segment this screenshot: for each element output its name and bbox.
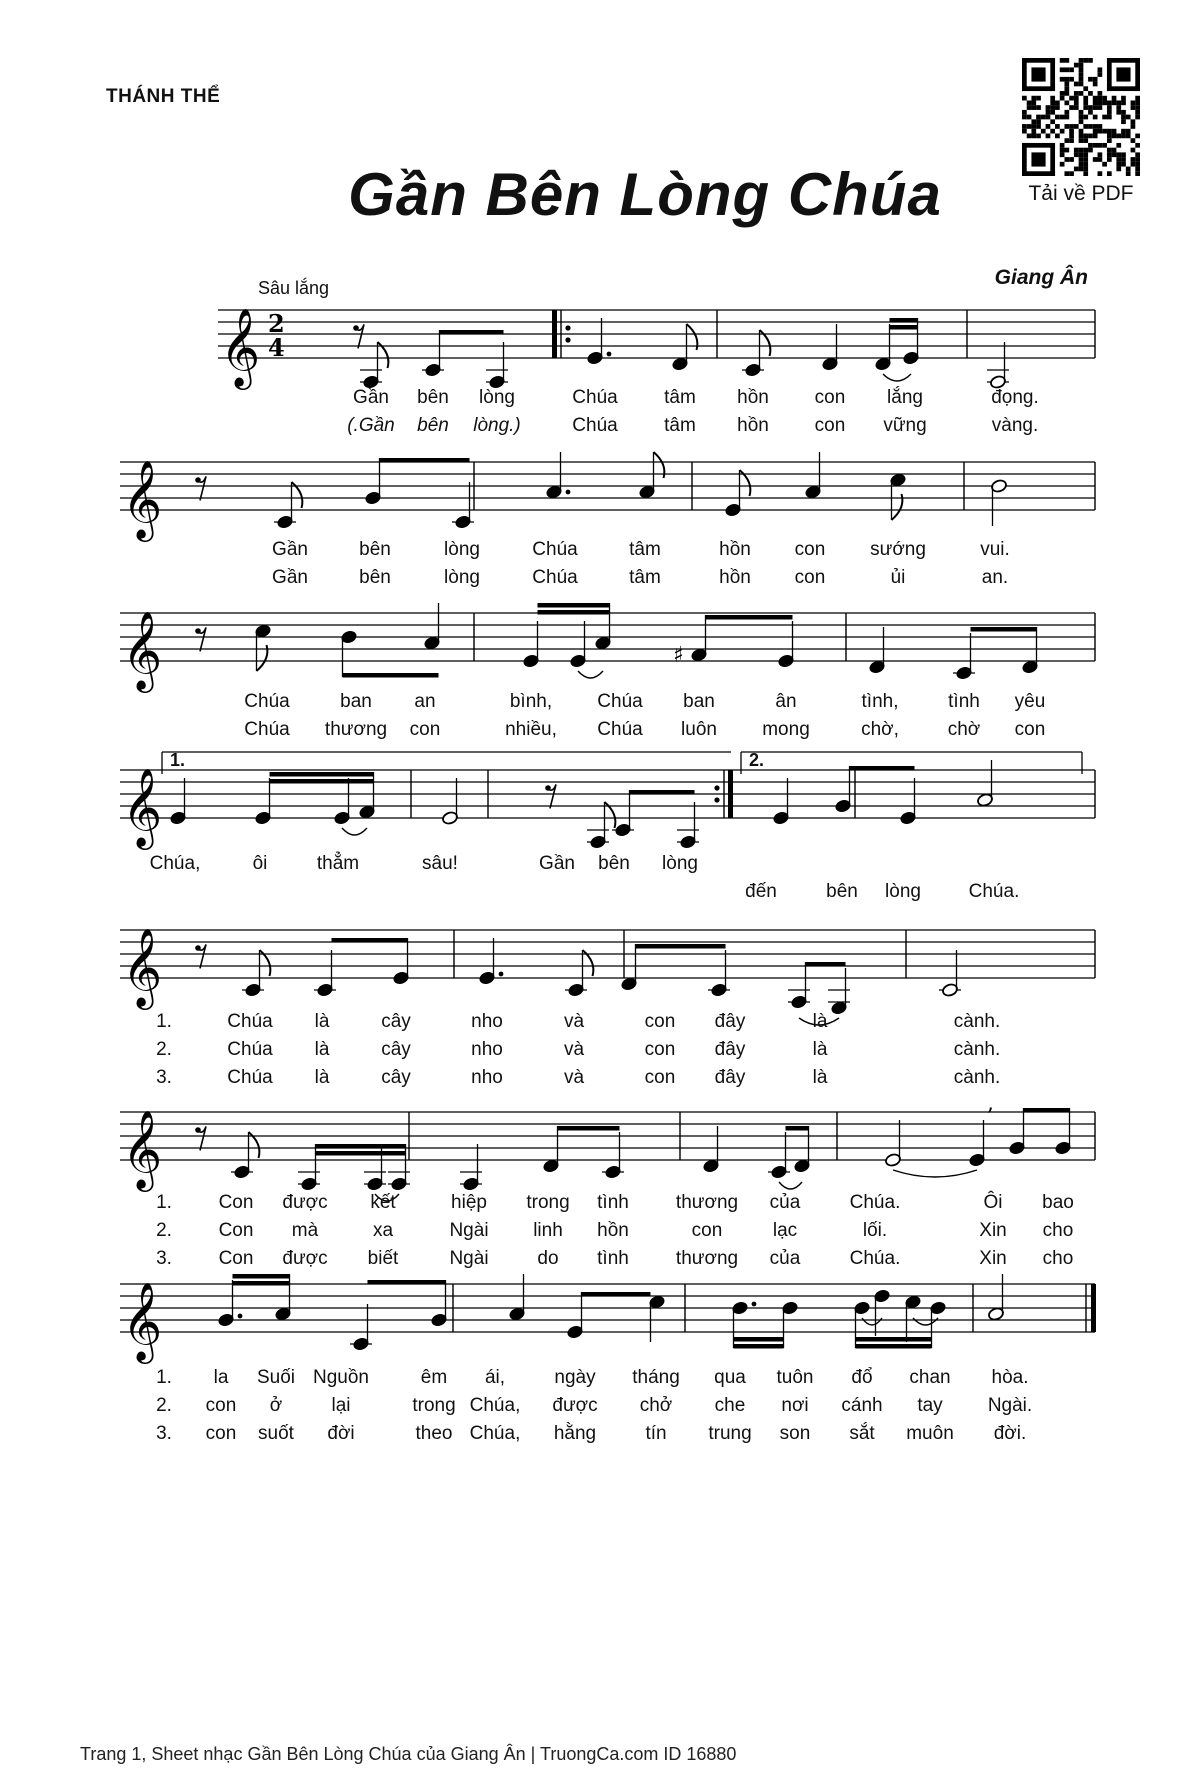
lyric-syllable: được [282, 1192, 328, 1213]
lyric-syllable: tín [645, 1423, 667, 1444]
lyric-syllable: là [812, 1039, 828, 1060]
lyric-syllable: ái, [484, 1367, 506, 1388]
lyric-syllable: Chúa [244, 691, 290, 712]
lyric-syllable: Chúa [227, 1011, 273, 1032]
lyric-syllable: êm [420, 1367, 448, 1388]
volta-label-second: 2. [749, 750, 765, 770]
lyric-syllable: tâm [629, 539, 661, 560]
lyric-syllable: nho [471, 1011, 503, 1032]
lyric-line [0, 1423, 1200, 1447]
lyric-syllable: được [552, 1395, 598, 1416]
lyric-syllable: cành. [953, 1067, 1001, 1088]
lyric-syllable: ở [269, 1395, 283, 1416]
lyric-syllable: do [537, 1248, 559, 1269]
lyric-syllable: đọng. [991, 387, 1039, 408]
lyric-syllable: hồn [597, 1220, 629, 1241]
lyric-syllable: cây [381, 1039, 411, 1060]
lyric-syllable: bên [826, 881, 858, 902]
lyric-syllable: thương [675, 1192, 739, 1213]
lyric-syllable: cánh [841, 1395, 883, 1416]
lyric-syllable: tâm [664, 387, 696, 408]
lyric-syllable: qua [714, 1367, 746, 1388]
note [781, 1301, 798, 1348]
lyric-syllable: thương [324, 719, 388, 740]
lyric-syllable: Chúa [532, 567, 578, 588]
beam [856, 1337, 932, 1349]
time-signature-top: 2 [268, 309, 285, 338]
lyric-syllable: tình, [861, 691, 899, 712]
lyric-syllable: chở [639, 1395, 673, 1416]
note [430, 1280, 447, 1327]
lyric-syllable: cho [1042, 1220, 1074, 1241]
lyric-syllable: hiệp [451, 1192, 487, 1213]
lyric-syllable: nhiều, [505, 719, 557, 740]
lyric-syllable: Gần [539, 853, 575, 874]
lyric-syllable: 2. [156, 1220, 172, 1241]
beam [734, 1337, 784, 1349]
lyric-syllable: nho [471, 1039, 503, 1060]
lyric-syllable: bên [417, 415, 449, 436]
lyric-syllable: cành. [953, 1011, 1001, 1032]
lyric-syllable: tháng [632, 1367, 680, 1388]
lyric-syllable: Chúa, [469, 1423, 521, 1444]
lyric-syllable: 3. [156, 1248, 172, 1269]
sharp-sign: ♯ [673, 643, 684, 668]
lyric-syllable: là [314, 1011, 330, 1032]
lyric-syllable: Xin [979, 1220, 1007, 1241]
lyric-syllable: lối. [862, 1220, 888, 1241]
page-title: Gần Bên Lòng Chúa [348, 161, 942, 228]
lyric-syllable: lạc [772, 1220, 798, 1241]
lyric-syllable: 3. [156, 1423, 172, 1444]
lyric-syllable: nơi [781, 1395, 809, 1416]
lyric-syllable: la [213, 1367, 229, 1388]
lyric-syllable: mong [762, 719, 810, 740]
lyric-syllable: linh [533, 1220, 563, 1241]
lyric-syllable: con [205, 1395, 237, 1416]
lyric-syllable: Xin [979, 1248, 1007, 1269]
lyric-syllable: luôn [681, 719, 717, 740]
lyric-syllable: 1. [156, 1192, 172, 1213]
download-pdf-link[interactable]: Tải về PDF [1028, 182, 1134, 205]
lyric-syllable: an. [981, 567, 1009, 588]
lyric-syllable: Chúa [227, 1039, 273, 1060]
lyric-syllable: tình [597, 1192, 629, 1213]
lyric-syllable: hằng [553, 1423, 597, 1444]
lyric-syllable: trong [412, 1395, 456, 1416]
lyric-syllable: Con [218, 1220, 254, 1241]
volta-label-first: 1. [170, 750, 186, 770]
lyric-syllable: sướng [870, 539, 926, 560]
treble-clef: 𝄞 [122, 611, 163, 690]
lyric-syllable: hòa. [991, 1367, 1029, 1388]
lyric-syllable: và [563, 1067, 585, 1088]
lyric-syllable: là [812, 1011, 828, 1032]
lyric-syllable: tâm [664, 415, 696, 436]
lyric-syllable: ân [775, 691, 797, 712]
note [508, 1274, 525, 1321]
note [350, 1304, 372, 1351]
lyric-syllable: ôi [252, 853, 268, 874]
lyric-syllable: là [812, 1067, 828, 1088]
lyric-syllable: Chúa. [968, 881, 1020, 902]
lyric-syllable: cho [1042, 1248, 1074, 1269]
lyric-syllable: Chúa [572, 415, 618, 436]
lyric-syllable: bên [598, 853, 630, 874]
lyric-syllable: xa [372, 1220, 394, 1241]
lyric-syllable: Chúa [532, 539, 578, 560]
lyric-syllable: bên [417, 387, 449, 408]
treble-clef: 𝄞 [122, 1282, 163, 1361]
lyric-syllable: tâm [629, 567, 661, 588]
lyric-syllable: Ngài [449, 1220, 489, 1241]
lyric-syllable: con [409, 719, 441, 740]
lyric-syllable: 2. [156, 1039, 172, 1060]
lyric-syllable: 2. [156, 1395, 172, 1416]
slur [862, 1318, 882, 1325]
lyric-syllable: bao [1042, 1192, 1074, 1213]
lyric-syllable: con [644, 1039, 676, 1060]
lyric-syllable: sâu! [422, 853, 458, 874]
lyric-syllable: cây [381, 1067, 411, 1088]
slur [913, 1318, 938, 1325]
lyric-syllable: theo [415, 1423, 453, 1444]
lyric-syllable: hồn [719, 539, 751, 560]
lyric-syllable: lòng [444, 539, 480, 560]
lyric-syllable: lòng [444, 567, 480, 588]
lyric-syllable: con [644, 1011, 676, 1032]
lyric-syllable: biết [367, 1248, 399, 1269]
final-bar-line [1091, 1284, 1096, 1332]
lyric-syllable: lòng.) [473, 415, 521, 436]
lyric-syllable: con [205, 1423, 237, 1444]
tempo-marking: Sâu lắng [258, 278, 330, 298]
lyric-syllable: đời [327, 1423, 355, 1444]
lyric-line [0, 1367, 1200, 1391]
lyric-syllable: Gần [272, 539, 308, 560]
lyric-syllable: bên [359, 567, 391, 588]
lyric-syllable: ủi [890, 567, 906, 588]
lyric-syllable: 3. [156, 1067, 172, 1088]
lyric-syllable: yêu [1014, 691, 1046, 712]
composer-name: Giang Ân [994, 266, 1088, 289]
beam [582, 1292, 651, 1297]
note [648, 1295, 665, 1342]
lyric-syllable: che [714, 1395, 746, 1416]
lyric-syllable: (.Gần [347, 415, 395, 436]
lyric-syllable: chan [909, 1367, 951, 1388]
lyric-syllable: Chúa. [849, 1192, 901, 1213]
lyric-syllable: lòng [662, 853, 698, 874]
lyric-line [0, 1395, 1200, 1419]
note [873, 1289, 890, 1336]
lyric-syllable: Chúa [572, 387, 618, 408]
lyric-syllable: tình [597, 1248, 629, 1269]
lyric-syllable: con [1014, 719, 1046, 740]
lyric-syllable: tuôn [776, 1367, 814, 1388]
lyric-syllable: Con [218, 1192, 254, 1213]
lyric-syllable: trung [708, 1423, 752, 1444]
lyric-syllable: tay [917, 1395, 943, 1416]
lyric-syllable: hồn [737, 415, 769, 436]
beam [368, 1280, 446, 1285]
lyric-syllable: bên [359, 539, 391, 560]
lyric-syllable: Chúa [597, 719, 643, 740]
lyric-syllable: nho [471, 1067, 503, 1088]
lyric-syllable: của [769, 1192, 801, 1213]
lyric-syllable: lòng [885, 881, 921, 902]
lyric-syllable: lắng [887, 387, 923, 408]
lyric-syllable: đến [745, 881, 777, 902]
lyric-syllable: và [563, 1039, 585, 1060]
page-category: THÁNH THỂ [106, 86, 221, 107]
page-footer: Trang 1, Sheet nhạc Gần Bên Lòng Chúa của Giang Ân | TruongCa.com ID 16880 [80, 1744, 737, 1764]
lyric-syllable: Con [218, 1248, 254, 1269]
lyric-syllable: là [314, 1039, 330, 1060]
lyric-syllable: vui. [980, 539, 1010, 560]
lyric-syllable: lại [331, 1395, 351, 1416]
lyric-syllable: ban [683, 691, 715, 712]
note [987, 1274, 1004, 1321]
lyric-syllable: Chúa, [469, 1395, 521, 1416]
lyric-syllable: son [779, 1423, 811, 1444]
lyric-syllable: kết [370, 1192, 396, 1213]
lyric-syllable: Gần [272, 567, 308, 588]
lyric-syllable: con [814, 415, 846, 436]
lyric-syllable: Chúa [597, 691, 643, 712]
lyric-syllable: lòng [479, 387, 515, 408]
lyric-syllable: đây [714, 1011, 746, 1032]
lyric-syllable: con [691, 1220, 723, 1241]
lyric-syllable: Ngài [449, 1248, 489, 1269]
lyric-syllable: Chúa, [149, 853, 201, 874]
lyric-syllable: con [794, 539, 826, 560]
time-signature-bottom: 4 [268, 333, 285, 362]
lyric-syllable: và [563, 1011, 585, 1032]
treble-clef: 𝄞 [122, 768, 163, 847]
lyric-syllable: của [769, 1248, 801, 1269]
lyric-syllable: tình [948, 691, 980, 712]
lyric-syllable: cây [381, 1011, 411, 1032]
lyric-syllable: 1. [156, 1367, 172, 1388]
lyric-syllable: Ngài. [987, 1395, 1033, 1416]
lyric-syllable: đổ [851, 1367, 873, 1388]
lyric-syllable: con [644, 1067, 676, 1088]
lyric-syllable: Nguồn [313, 1367, 369, 1388]
lyric-syllable: hồn [737, 387, 769, 408]
lyric-syllable: vàng. [991, 415, 1039, 436]
lyric-syllable: đây [714, 1039, 746, 1060]
lyric-syllable: cành. [953, 1039, 1001, 1060]
lyric-syllable: Suối [256, 1367, 296, 1388]
lyric-syllable: sắt [849, 1423, 875, 1444]
lyric-syllable: con [794, 567, 826, 588]
note [566, 1292, 583, 1339]
lyric-syllable: hồn [719, 567, 751, 588]
breath-mark: , [987, 1091, 994, 1116]
lyric-syllable: mà [291, 1220, 319, 1241]
lyric-syllable: 1. [156, 1011, 172, 1032]
beam [233, 1274, 290, 1286]
lyric-syllable: là [314, 1067, 330, 1088]
lyric-syllable: chờ, [861, 719, 899, 740]
lyric-syllable: đây [714, 1067, 746, 1088]
lyric-syllable: suốt [258, 1423, 294, 1444]
lyric-syllable: Ôi [983, 1192, 1003, 1213]
lyric-syllable: con [814, 387, 846, 408]
lyric-syllable: đời. [993, 1423, 1027, 1444]
treble-clef: 𝄞 [122, 1110, 163, 1189]
lyric-syllable: chờ [947, 719, 981, 740]
lyric-syllable: muôn [906, 1423, 954, 1444]
lyric-syllable: an [414, 691, 436, 712]
lyric-syllable: thẳm [316, 853, 360, 874]
treble-clef: 𝄞 [122, 460, 163, 539]
note [929, 1301, 946, 1348]
lyric-syllable: ban [340, 691, 372, 712]
treble-clef: 𝄞 [122, 928, 163, 1007]
lyric-syllable: thương [675, 1248, 739, 1269]
treble-clef: 𝄞 [220, 308, 261, 387]
lyric-syllable: Chúa [244, 719, 290, 740]
lyric-syllable: ngày [554, 1367, 596, 1388]
lyric-syllable: bình, [509, 691, 553, 712]
lyric-syllable: Gần [353, 387, 389, 408]
lyric-syllable: vững [883, 415, 927, 436]
lyric-syllable: được [282, 1248, 328, 1269]
lyric-syllable: trong [526, 1192, 570, 1213]
lyric-syllable: Chúa. [849, 1248, 901, 1269]
lyric-syllable: Chúa [227, 1067, 273, 1088]
